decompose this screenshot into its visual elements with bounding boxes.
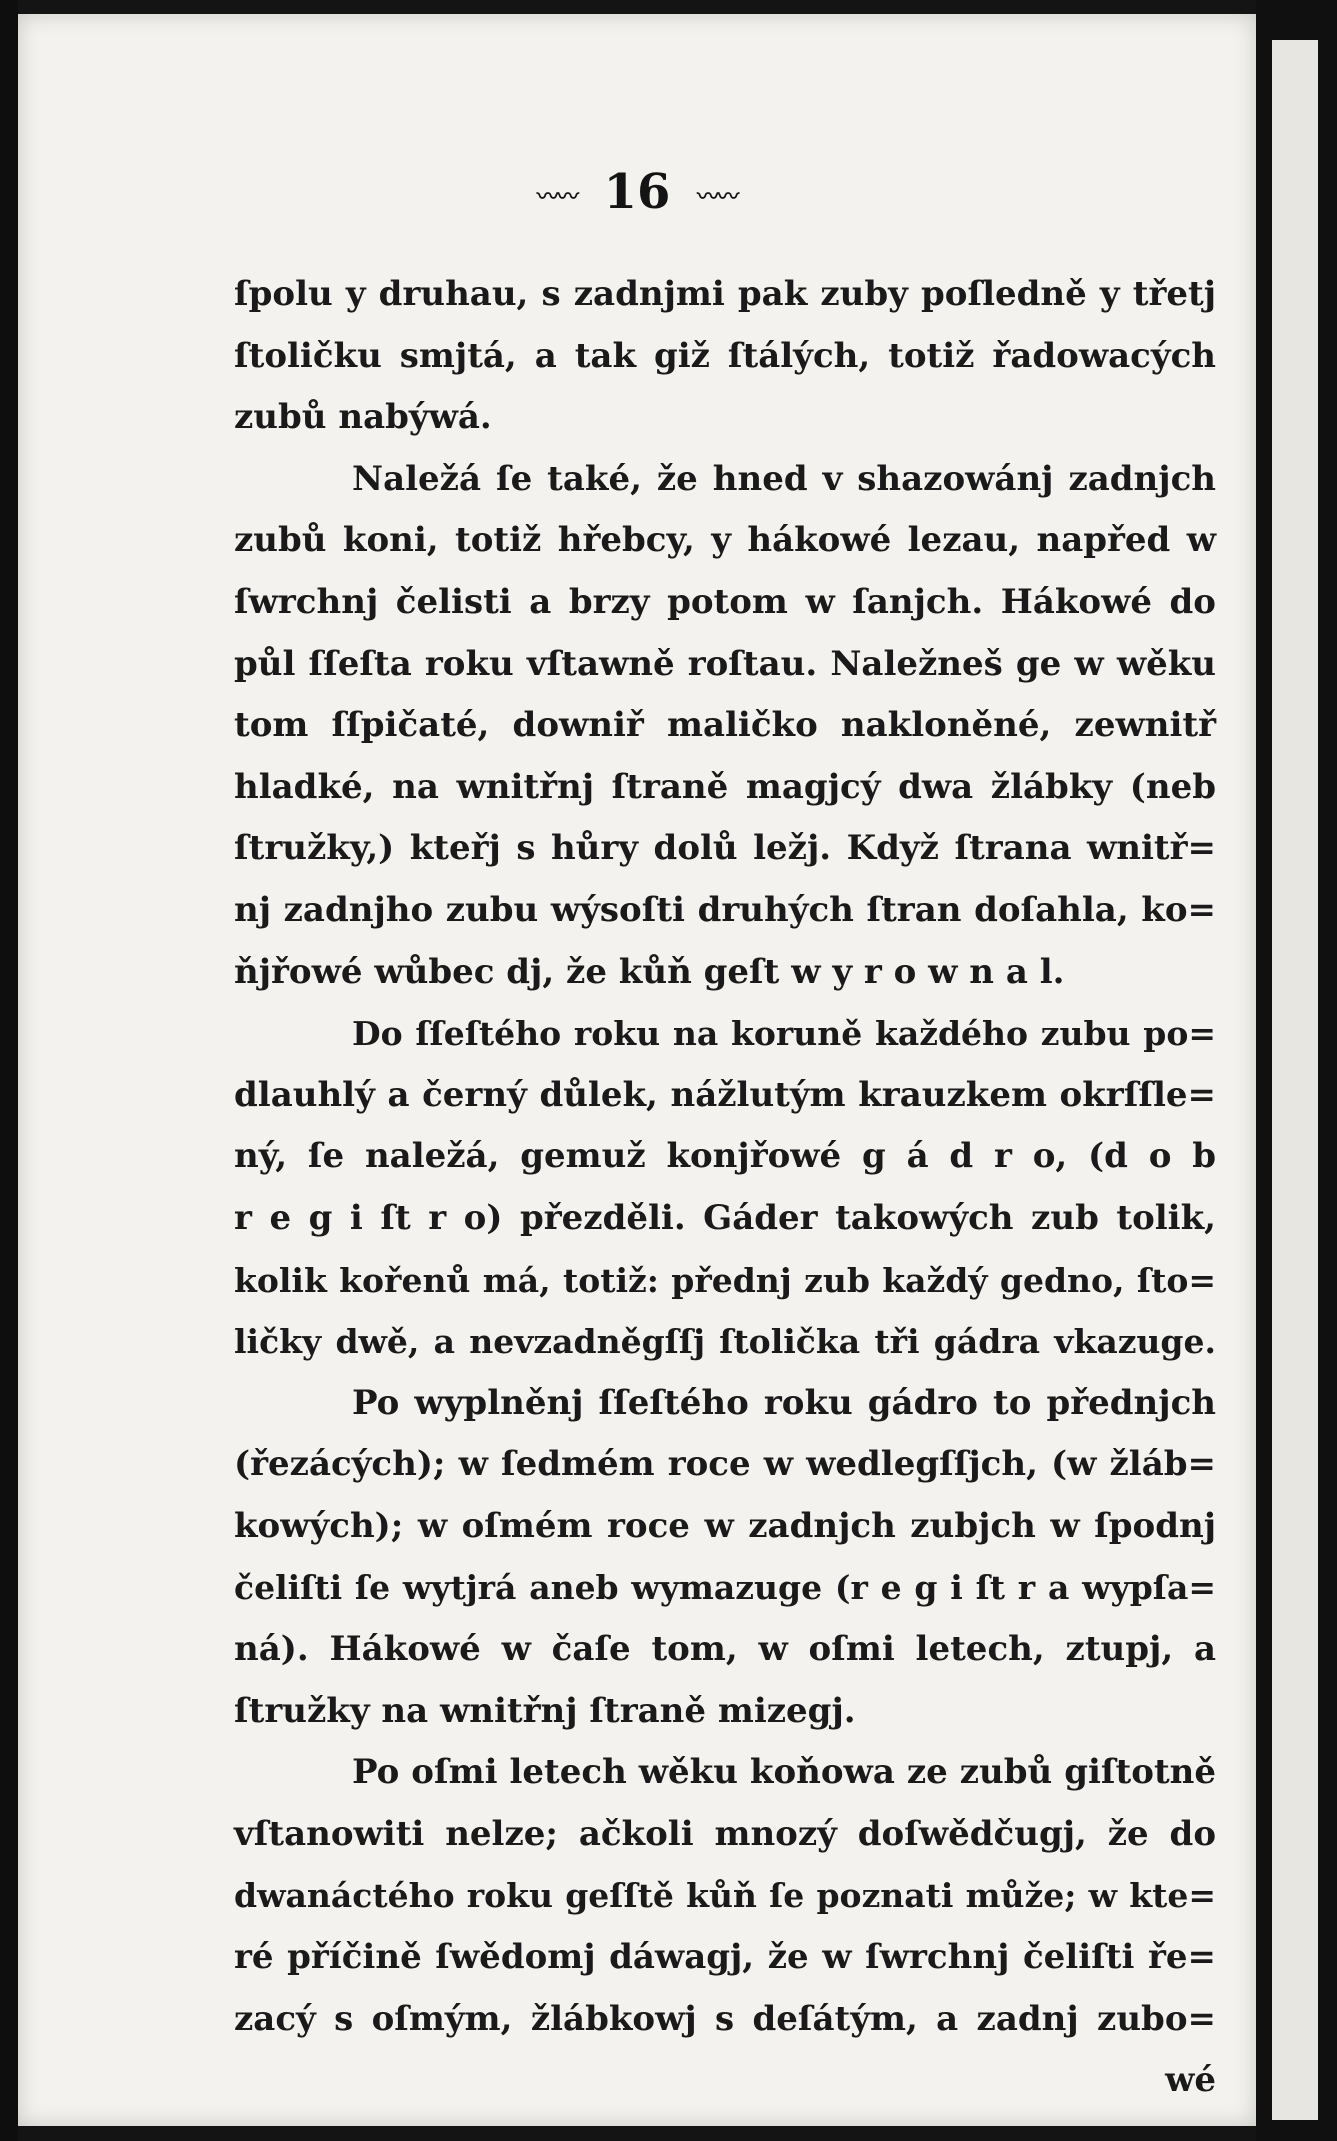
text-line: (řezácých); w ſedmém roce w wedlegſſjch, (w žláb= <box>234 1444 1216 1485</box>
text-line: tom ſſpičaté, downiř maličko nakloněné, zewnitř <box>234 705 1216 746</box>
text-line: čeliſti ſe wytjrá aneb wymazuge (r e g i ſt r a wypſa= <box>234 1568 1216 1608</box>
text-line: ňjřowé wůbec dj, že kůň geſt w y r o w n a l. <box>234 951 1065 992</box>
text-line: zubů nabýwá. <box>234 397 492 438</box>
text-line: dwanáctého roku geſſtě kůň ſe poznati může; w kte= <box>234 1876 1216 1916</box>
ornament-left: 〰〰 <box>536 184 577 210</box>
text-line: hladké, na wnitřnj ſtraně magjcý dwa žlábky (neb <box>234 766 1216 807</box>
text-line: ſtružky,) kteřj s hůry dolů ležj. Když ſtrana wnitř= <box>234 828 1216 869</box>
text-line: ſwrchnj čelisti a brzy potom w ſanjch. Hákowé do <box>234 581 1216 622</box>
text-line: ličky dwě, a nevzadněgſſj ſtolička tři gádra vkazuge. <box>234 1322 1216 1362</box>
page-number: 16 <box>603 164 671 220</box>
left-scan-edge <box>0 0 18 2141</box>
page-header <box>18 164 1256 220</box>
text-line: zubů koni, totiž hřebcy, y hákowé lezau, napřed w <box>234 520 1216 561</box>
text-line: kowých); w oſmém roce w zadnjch zubjch w ſpodnj <box>234 1505 1216 1546</box>
text-line: zacý s oſmým, žlábkowj s deſátým, a zadnj zubo= <box>234 1998 1216 2039</box>
body-text <box>234 264 1216 2112</box>
text-line: kolik kořenů má, totiž: přednj zub každý gedno, ſto= <box>234 1260 1216 1300</box>
text-line: ný, ſe naležá, gemuž konjřowé g á d r o, (d o b <box>234 1136 1216 1177</box>
ornament-right: 〰〰 <box>697 184 738 210</box>
text-line: Po oſmi letech wěku koňowa ze zubů giſtotně <box>352 1752 1216 1793</box>
next-page-edge <box>1272 40 1318 2120</box>
text-line: ſtoličku smjtá, a tak giž ſtálých, totiž řadowacých <box>234 335 1216 376</box>
book-page <box>18 14 1256 2126</box>
text-line: Naležá ſe také, že hned v shazowánj zadnjch <box>352 458 1216 499</box>
text-line: půl ſſeſta roku vſtawně roſtau. Naležneš ge w wěku <box>234 643 1216 684</box>
text-line: vſtanowiti nelze; ačkoli mnozý doſwědčugj, že do <box>234 1813 1216 1854</box>
text-line: dlauhlý a černý důlek, nážlutým krauzkem okrſſle= <box>234 1074 1216 1115</box>
text-line: Do ſſeſtého roku na koruně každého zubu po= <box>352 1014 1216 1054</box>
text-line: ſpolu y druhau, s zadnjmi pak zuby poſledně y třetj <box>234 274 1216 314</box>
text-line: ná). Hákowé w čaſe tom, w oſmi letech, ztupj, a <box>234 1629 1216 1670</box>
text-line: Po wyplněnj ſſeſtého roku gádro to přednjch <box>352 1382 1216 1423</box>
text-line: nj zadnjho zubu wýsoſti druhých ſtran doſahla, ko= <box>234 889 1216 930</box>
text-line: ré příčině ſwědomj dáwagj, že w ſwrchnj čeliſti ře= <box>234 1937 1216 1978</box>
text-line: ſtružky na wnitřnj ſtraně mizegj. <box>234 1690 856 1731</box>
catchword: wé <box>1165 2060 1216 2101</box>
text-line: r e g i ſt r o) přezděli. Gáder takowých zub tolik, <box>234 1197 1216 1238</box>
